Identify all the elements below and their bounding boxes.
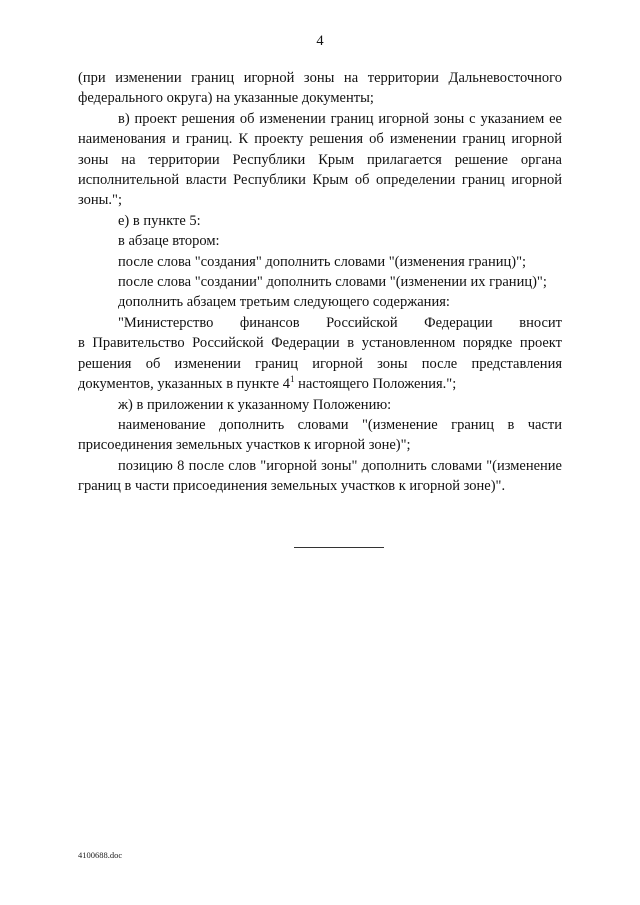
paragraph-sozdanii: после слова "создании" дополнить словами "(изменении их границ)"; bbox=[118, 274, 547, 291]
paragraph-second-abzats: в абзаце втором: bbox=[118, 233, 220, 250]
end-separator-line bbox=[294, 547, 384, 548]
minfin-text-after-sup: настоящего Положения."; bbox=[294, 376, 457, 393]
footnote-superscript: 1 bbox=[289, 374, 295, 385]
document-body bbox=[78, 68, 562, 497]
paragraph-sozdaniya: после слова "создания" дополнить словами "(изменения границ)"; bbox=[118, 253, 527, 270]
page-number: 4 bbox=[316, 33, 324, 49]
paragraph-item-e: е) в пункте 5: bbox=[118, 212, 201, 229]
paragraph-minfin-rest bbox=[78, 333, 562, 394]
document-file-id: 4100688.doc bbox=[78, 850, 123, 860]
minfin-text-before-sup: в Правительство Российской Федерации в установленном порядке проект решения об изменении границ игорной зоны после представления документов, указанных в пункте 4 bbox=[78, 335, 562, 393]
paragraph-item-zh: ж) в приложении к указанному Положению: bbox=[118, 396, 392, 413]
paragraph-position-8: позицию 8 после слов "игорной зоны" дополнить словами "(изменение границ в части присоединения земельных участков к игорной зоне)". bbox=[78, 457, 562, 495]
paragraph-continuation: (при изменении границ игорной зоны на территории Дальневосточного федерального округа) на указанные документы; bbox=[78, 70, 562, 107]
paragraph-naimenovanie: наименование дополнить словами "(изменение границ в части присоединения земельных участков к игорной зоне)"; bbox=[78, 416, 562, 454]
paragraph-item-v: в) проект решения об изменении границ игорной зоны с указанием ее наименования и границ. К проекту решения об изменении границ игорной зоны на территории Республики Крым прилагается решение органа исполнительной власти Республики Крым об определении границ игорной зоны."; bbox=[78, 110, 562, 209]
paragraph-minfin-first-line: "Министерство финансов Российской Федерации вносит bbox=[118, 314, 562, 331]
paragraph-add-third-abzats: дополнить абзацем третьим следующего содержания: bbox=[118, 294, 450, 311]
